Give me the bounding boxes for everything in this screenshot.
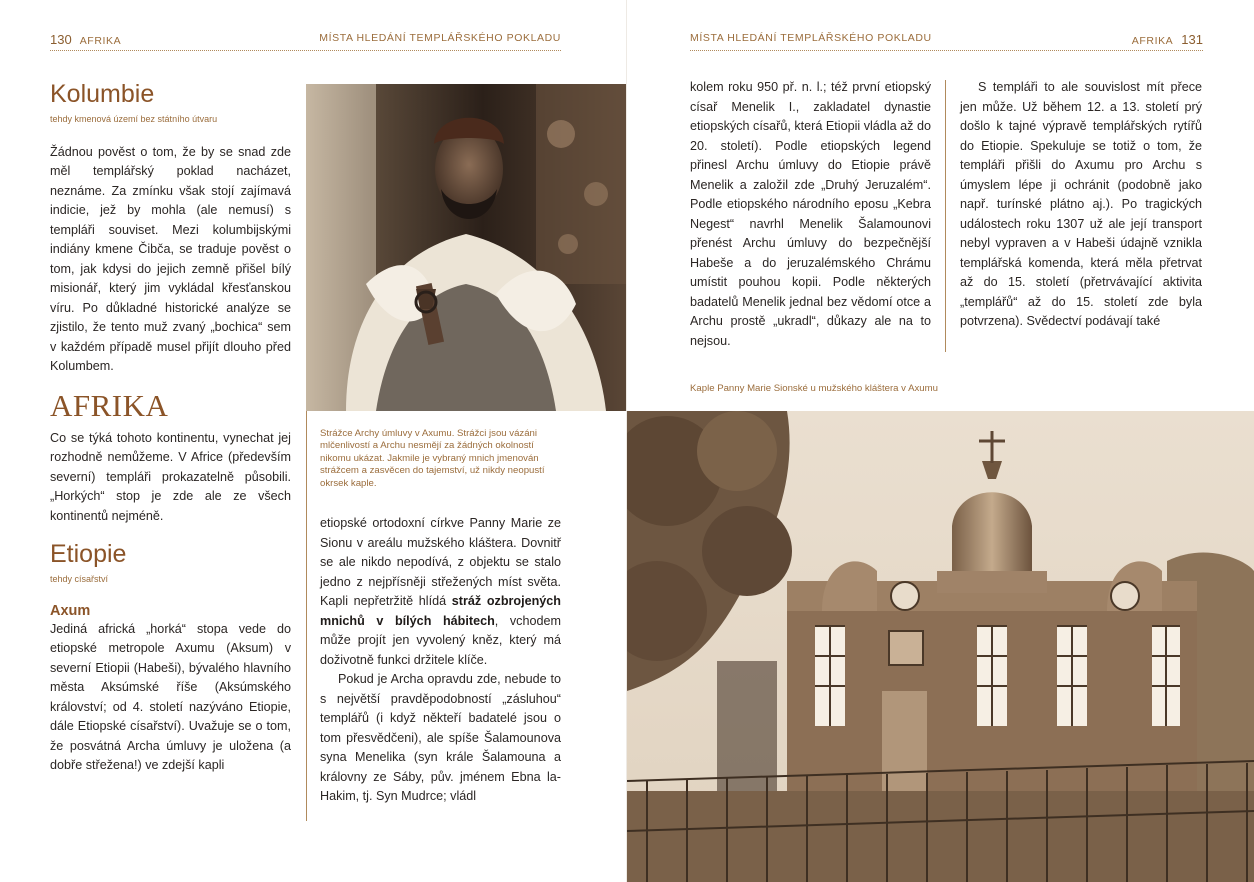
- guardian-illustration: [306, 84, 627, 411]
- heading-axum: Axum: [50, 602, 91, 619]
- left-column-1: [50, 80, 291, 776]
- text-menelik: Pokud je Archa opravdu zde, nebude to s největší pravděpodobností „zásluhou“ templářů (i když někteří badatelé jsou o tom přesvědčeni), ale spíše Šalamounova syna Menelika (syn krále Šalamouna a královny ze Sáby, pův. jménem Ebna la-Hakim, tj. Syn Mudrce; vládl: [320, 672, 561, 803]
- caption-chapel: Kaple Panny Marie Sionské u mužského kláštera v Axumu: [690, 383, 938, 394]
- section-label-right: AFRIKA: [1131, 35, 1174, 47]
- heading-kolumbie: Kolumbie: [50, 80, 155, 108]
- text-kaple-bold: stráž ozbrojených mnichů v bílých hábitech: [320, 594, 562, 628]
- heading-afrika: AFRIKA: [50, 387, 169, 423]
- text-templari: S templáři to ale souvislost mít přece jen může. Už během 12. a 13. století prý došlo k tajné výpravě templářských rytířů do Etiopie. Spekuluje se totiž o tom, že templáři přišli do Axumu pro Archu s úmyslem lépe ji ochránit (podobně jako např. turínské plátno aj.). Po tragických událostech roku 1307 už ale její transport nebyl vypraven a v Habeši údajně vznikla templářská komenda, která měla přetrvat až do 15. století (přetrvávající aktivita „templářů“ až do 15. století zde byla potvrzena). Svědectví podávají také: [960, 80, 1202, 328]
- page-number-left: 130: [50, 32, 72, 47]
- heading-etiopie: Etiopie: [50, 540, 127, 568]
- column-rule-left: [306, 411, 307, 821]
- subtitle-etiopie: tehdy císařství: [50, 574, 109, 584]
- text-kaple-a: etiopské ortodoxní církve Panny Marie ze Sionu v areálu mužského kláštera. Dovnitř se ale nikdo nepodívá, z objektu se stalo jedno z nejpřísněji střežených míst světa. Kapli nepřetržitě hlídá: [320, 516, 561, 608]
- text-kolumbie: Žádnou pověst o tom, že by se snad zde měl templářský poklad nacházet, neznáme. Za zmínku však stojí zajímavá indicie, jež by mohla (ale nemusí) s templáři souviset. Mezi kolumbijskými indiány kmene Čibča, se traduje pověst o tom, jak kdysi do jejich zemně přišel bílý misionář, který jim vykládal křesťanskou víru. Po důkladné historické analýze se zjistilo, že tento muž zvaný „bochica“ sem v každém případě musel přijít dlouho před Kolumbem.: [50, 144, 291, 373]
- text-afrika: Co se týká tohoto kontinentu, vynechat jej rozhodně nemůžeme. V Africe (především severní) templáři prokazatelně působili. „Horkých“ stop je zde ale ze všech kontinentů nejméně.: [50, 430, 291, 523]
- text-axum: Jediná africká „horká“ stopa vede do etiopské metropole Axumu (Aksum) v severní Etiopii (Habeši), bývalého hlavního města Aksúmské říše (Aksúmského království; od 4. století nazýváno Etiopie, dále Etiopské císařství). Uvažuje se o tom, že posvátná Archa úmluvy je uložena (a dobře střežena!) ve zdejší kapli: [50, 621, 291, 772]
- section-label-left: AFRIKA: [79, 35, 122, 47]
- photo-chapel: [627, 411, 1254, 882]
- header-rule-left: [50, 50, 561, 51]
- right-page: [627, 0, 1254, 882]
- running-title-right: MÍSTA HLEDÁNÍ TEMPLÁŘSKÉHO POKLADU: [690, 32, 932, 44]
- caption-guardian: Strážce Archy úmluvy v Axumu. Strážci jsou vázáni mlčenlivostí a Archu nesmějí za žádných okolností nikomu ukázat. Jakmile je vybraný mnich jmenován strážcem a zasvěcen do tajemství, už nikdy neopustí okrsek kaple.: [320, 428, 545, 489]
- text-kaple-b: , vchodem může projít jen vyvolený kněz, který má doživotně funkci držitele klíče.: [320, 613, 561, 667]
- page-number-right: 131: [1181, 32, 1203, 47]
- running-title-left: MÍSTA HLEDÁNÍ TEMPLÁŘSKÉHO POKLADU: [319, 32, 561, 44]
- right-running-head: [1132, 32, 1203, 47]
- chapel-illustration: [627, 411, 1254, 882]
- photo-guardian: [306, 84, 627, 411]
- column-rule-right: [945, 80, 946, 352]
- text-menelik-cont: kolem roku 950 př. n. l.; též první etiopský císař Menelik I., zakladatel dynastie etiopských císařů, která Etiopii vládla až do 20. století). Podle etiopských legend přinesl Archu úmluvy do Etiopie právě Menelik a založil zde „Druhý Jeruzalém“. Podle etiopského národního eposu „Kebra Negest“ navrhl Menelik Šalamounovi přenést Archu úmluvy do bezpečnější Habeše a do jeruzalémského Chrámu umístit pouhou kopii. Podle některých badatelů Menelik jednal bez vědomí otce a Archu prostě „ukradl“, důkazy ale na to nejsou.: [690, 80, 931, 348]
- text-kaple: [320, 514, 561, 670]
- left-column-2: [320, 514, 561, 807]
- right-column-2: [960, 78, 1202, 332]
- right-column-1: [690, 78, 931, 351]
- header-rule-right: [690, 50, 1203, 51]
- left-running-head: [50, 32, 121, 47]
- subtitle-kolumbie: tehdy kmenová území bez státního útvaru: [50, 114, 218, 124]
